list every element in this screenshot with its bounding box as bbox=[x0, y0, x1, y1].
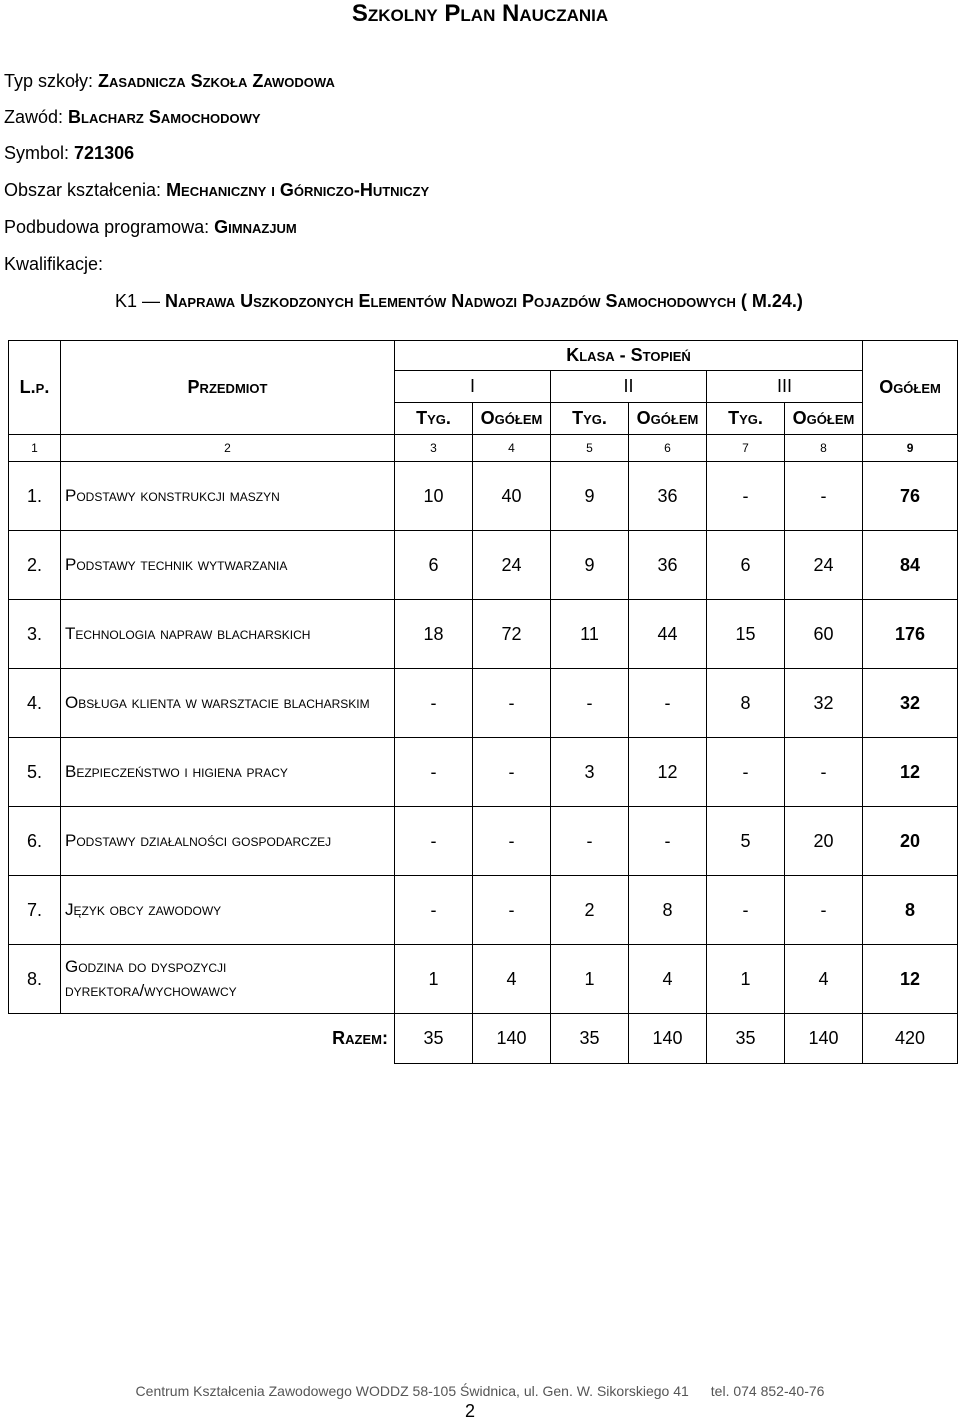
row-value: - bbox=[707, 876, 785, 945]
info-label: Zawód: bbox=[4, 107, 69, 127]
row-value: 4 bbox=[629, 945, 707, 1014]
row-value: - bbox=[473, 876, 551, 945]
row-value: - bbox=[395, 807, 473, 876]
info-profession bbox=[4, 106, 261, 128]
header-subject: Przedmiot bbox=[61, 341, 395, 435]
row-value: - bbox=[629, 807, 707, 876]
row-value: 24 bbox=[473, 531, 551, 600]
razem-label: Razem: bbox=[332, 1028, 388, 1049]
header-total: Ogółem bbox=[863, 341, 958, 435]
row-value: 4 bbox=[473, 945, 551, 1014]
row-value: 72 bbox=[473, 600, 551, 669]
row-total: 8 bbox=[863, 876, 958, 945]
column-number: 1 bbox=[9, 435, 61, 462]
row-value: 6 bbox=[707, 531, 785, 600]
table-row bbox=[9, 600, 958, 669]
row-value: - bbox=[473, 669, 551, 738]
table-row bbox=[9, 531, 958, 600]
razem-value: 35 bbox=[395, 1014, 473, 1064]
info-label: Symbol: bbox=[4, 143, 75, 163]
row-value: 36 bbox=[629, 531, 707, 600]
info-value: Gimnazjum bbox=[214, 217, 297, 237]
row-subject: Technologia napraw blacharskich bbox=[61, 600, 395, 669]
row-subject: Podstawy konstrukcji maszyn bbox=[61, 462, 395, 531]
row-value: 1 bbox=[707, 945, 785, 1014]
qualification-code: K1 bbox=[115, 291, 143, 311]
row-total: 176 bbox=[863, 600, 958, 669]
razem-value: 140 bbox=[629, 1014, 707, 1064]
table-row bbox=[9, 669, 958, 738]
row-subject: Godzina do dyspozycji dyrektora/wychowawcy bbox=[61, 945, 395, 1014]
footer bbox=[0, 1383, 960, 1399]
row-value: 36 bbox=[629, 462, 707, 531]
row-value: - bbox=[395, 669, 473, 738]
razem-total: 420 bbox=[863, 1014, 958, 1064]
header-klasa: Klasa - Stopień bbox=[395, 341, 863, 371]
row-value: 11 bbox=[551, 600, 629, 669]
header-class-iii: III bbox=[707, 371, 863, 403]
row-value: - bbox=[395, 738, 473, 807]
page-title: Szkolny Plan Nauczania bbox=[351, 0, 609, 27]
table-row bbox=[9, 945, 958, 1014]
info-qualifications bbox=[4, 253, 103, 275]
row-value: - bbox=[551, 669, 629, 738]
row-subject: Język obcy zawodowy bbox=[61, 876, 395, 945]
column-number: 9 bbox=[863, 435, 958, 462]
info-value: 721306 bbox=[74, 143, 135, 163]
header-ogolem: Ogółem bbox=[785, 403, 863, 435]
row-value: 2 bbox=[551, 876, 629, 945]
row-value: 8 bbox=[707, 669, 785, 738]
row-total: 32 bbox=[863, 669, 958, 738]
info-base bbox=[4, 216, 297, 238]
header-class-ii: II bbox=[551, 371, 707, 403]
row-value: 5 bbox=[707, 807, 785, 876]
header-tyg: Tyg. bbox=[707, 403, 785, 435]
row-value: - bbox=[707, 462, 785, 531]
info-value: Zasadnicza Szkoła Zawodowa bbox=[98, 71, 335, 91]
row-value: - bbox=[473, 738, 551, 807]
row-lp: 2. bbox=[9, 531, 61, 600]
table-row bbox=[9, 462, 958, 531]
footer-phone: tel. 074 852-40-76 bbox=[710, 1383, 825, 1399]
column-number: 2 bbox=[61, 435, 395, 462]
row-value: 20 bbox=[785, 807, 863, 876]
row-lp: 1. bbox=[9, 462, 61, 531]
curriculum-table bbox=[8, 340, 958, 1064]
row-value: 8 bbox=[629, 876, 707, 945]
row-total: 12 bbox=[863, 738, 958, 807]
row-total: 76 bbox=[863, 462, 958, 531]
row-lp: 6. bbox=[9, 807, 61, 876]
column-number: 7 bbox=[707, 435, 785, 462]
row-value: 60 bbox=[785, 600, 863, 669]
column-number: 3 bbox=[395, 435, 473, 462]
row-value: 9 bbox=[551, 462, 629, 531]
info-label: Podbudowa programowa: bbox=[4, 217, 215, 237]
row-lp: 7. bbox=[9, 876, 61, 945]
header-lp: L.p. bbox=[9, 341, 61, 435]
column-number: 5 bbox=[551, 435, 629, 462]
razem-value: 35 bbox=[707, 1014, 785, 1064]
razem-value: 35 bbox=[551, 1014, 629, 1064]
row-value: 24 bbox=[785, 531, 863, 600]
qualification-line bbox=[115, 290, 803, 312]
row-value: - bbox=[785, 876, 863, 945]
table-row bbox=[9, 876, 958, 945]
row-value: - bbox=[551, 807, 629, 876]
info-area bbox=[4, 179, 429, 201]
column-number: 8 bbox=[785, 435, 863, 462]
row-subject: Obsługa klienta w warsztacie blacharskim bbox=[61, 669, 395, 738]
info-value: Blacharz Samochodowy bbox=[68, 107, 261, 127]
header-ogolem: Ogółem bbox=[473, 403, 551, 435]
row-lp: 8. bbox=[9, 945, 61, 1014]
row-value: 4 bbox=[785, 945, 863, 1014]
row-value: 10 bbox=[395, 462, 473, 531]
table-row bbox=[9, 738, 958, 807]
footer-address: Centrum Kształcenia Zawodowego WODDZ 58-105 Świdnica, ul. Gen. W. Sikorskiego 41 bbox=[135, 1383, 689, 1399]
column-number: 4 bbox=[473, 435, 551, 462]
column-number: 6 bbox=[629, 435, 707, 462]
info-label: Typ szkoły: bbox=[4, 71, 99, 91]
row-lp: 5. bbox=[9, 738, 61, 807]
header-tyg: Tyg. bbox=[395, 403, 473, 435]
header-class-i: I bbox=[395, 371, 551, 403]
row-total: 12 bbox=[863, 945, 958, 1014]
row-lp: 4. bbox=[9, 669, 61, 738]
row-value: 9 bbox=[551, 531, 629, 600]
info-value: Mechaniczny i Górniczo-Hutniczy bbox=[166, 180, 430, 200]
row-total: 84 bbox=[863, 531, 958, 600]
qualification-name: Naprawa Uszkodzonych Elementów Nadwozi Pojazdów Samochodowych ( M.24.) bbox=[160, 291, 803, 311]
row-subject: Bezpieczeństwo i higiena pracy bbox=[61, 738, 395, 807]
column-numbers-row bbox=[9, 435, 958, 462]
row-total: 20 bbox=[863, 807, 958, 876]
row-value: 32 bbox=[785, 669, 863, 738]
razem-value: 140 bbox=[785, 1014, 863, 1064]
row-value: - bbox=[785, 738, 863, 807]
razem-row bbox=[9, 1014, 958, 1064]
row-value: 1 bbox=[551, 945, 629, 1014]
row-value: - bbox=[785, 462, 863, 531]
header-tyg: Tyg. bbox=[551, 403, 629, 435]
row-value: 44 bbox=[629, 600, 707, 669]
info-symbol bbox=[4, 142, 134, 164]
row-value: 15 bbox=[707, 600, 785, 669]
row-value: 18 bbox=[395, 600, 473, 669]
razem-value: 140 bbox=[473, 1014, 551, 1064]
row-value: - bbox=[629, 669, 707, 738]
qualification-dash: — bbox=[142, 291, 161, 311]
header-ogolem: Ogółem bbox=[629, 403, 707, 435]
row-value: 12 bbox=[629, 738, 707, 807]
info-label: Kwalifikacje: bbox=[4, 254, 104, 274]
row-value: 6 bbox=[395, 531, 473, 600]
table-row bbox=[9, 807, 958, 876]
row-value: - bbox=[473, 807, 551, 876]
row-value: 3 bbox=[551, 738, 629, 807]
row-value: 1 bbox=[395, 945, 473, 1014]
page-number: 2 bbox=[464, 1401, 475, 1421]
row-value: - bbox=[707, 738, 785, 807]
row-subject: Podstawy technik wytwarzania bbox=[61, 531, 395, 600]
info-school-type bbox=[4, 70, 335, 92]
row-value: 40 bbox=[473, 462, 551, 531]
info-label: Obszar kształcenia: bbox=[4, 180, 167, 200]
row-lp: 3. bbox=[9, 600, 61, 669]
row-subject: Podstawy działalności gospodarczej bbox=[61, 807, 395, 876]
row-value: - bbox=[395, 876, 473, 945]
